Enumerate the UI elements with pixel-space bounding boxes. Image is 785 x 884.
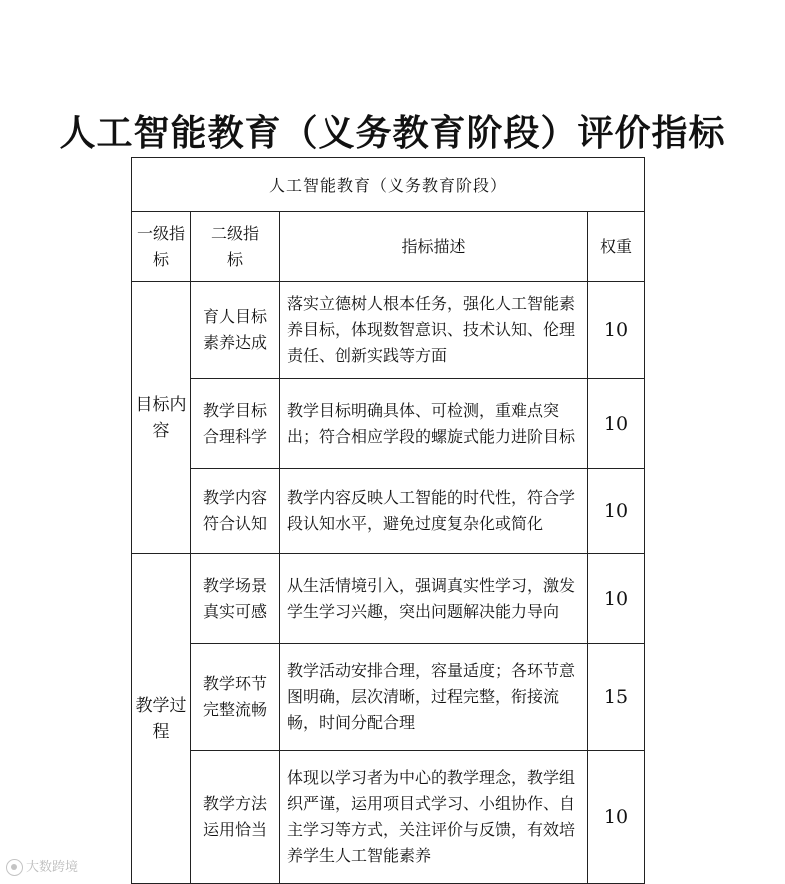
header-description: 指标描述: [280, 212, 588, 282]
level2-cell: 教学方法运用恰当: [191, 751, 280, 884]
table-header-row: [132, 212, 645, 282]
level2-cell: 教学场景真实可感: [191, 554, 280, 644]
watermark-text: 大数跨境: [26, 860, 79, 875]
level2-cell: 教学目标合理科学: [191, 379, 280, 469]
table-row: [132, 282, 645, 379]
level2-cell: 育人目标素养达成: [191, 282, 280, 379]
weight-cell: 10: [588, 751, 645, 884]
table-caption-row: [132, 158, 645, 212]
table-row: [132, 644, 645, 751]
level1-cell: 教学过程: [132, 554, 191, 884]
header-weight: 权重: [588, 212, 645, 282]
table-row: [132, 469, 645, 554]
header-level1: 一级指标: [132, 212, 191, 282]
weight-cell: 15: [588, 644, 645, 751]
weight-cell: 10: [588, 469, 645, 554]
description-cell: 体现以学习者为中心的教学理念，教学组织严谨，运用项目式学习、小组协作、自主学习等方式，关注评价与反馈，有效培养学生人工智能素养: [280, 751, 588, 884]
level2-cell: 教学内容符合认知: [191, 469, 280, 554]
level1-cell: 目标内容: [132, 282, 191, 554]
level2-cell: 教学环节完整流畅: [191, 644, 280, 751]
watermark: [6, 856, 78, 876]
weight-cell: 10: [588, 282, 645, 379]
table-row: [132, 379, 645, 469]
table-row: [132, 751, 645, 884]
weight-cell: 10: [588, 554, 645, 644]
description-cell: 落实立德树人根本任务，强化人工智能素养目标，体现数智意识、技术认知、伦理责任、创新实践等方面: [280, 282, 588, 379]
brand-logo-icon: [6, 859, 23, 876]
table-caption: 人工智能教育（义务教育阶段）: [132, 158, 645, 212]
description-cell: 教学目标明确具体、可检测，重难点突出；符合相应学段的螺旋式能力进阶目标: [280, 379, 588, 469]
weight-cell: 10: [588, 379, 645, 469]
document-title: 人工智能教育（义务教育阶段）评价指标: [59, 113, 726, 154]
evaluation-table: [131, 157, 645, 884]
description-cell: 教学内容反映人工智能的时代性，符合学段认知水平，避免过度复杂化或简化: [280, 469, 588, 554]
table-row: [132, 554, 645, 644]
header-level2: 二级指标: [191, 212, 280, 282]
description-cell: 从生活情境引入，强调真实性学习，激发学生学习兴趣，突出问题解决能力导向: [280, 554, 588, 644]
description-cell: 教学活动安排合理，容量适度；各环节意图明确，层次清晰，过程完整，衔接流畅，时间分配合理: [280, 644, 588, 751]
